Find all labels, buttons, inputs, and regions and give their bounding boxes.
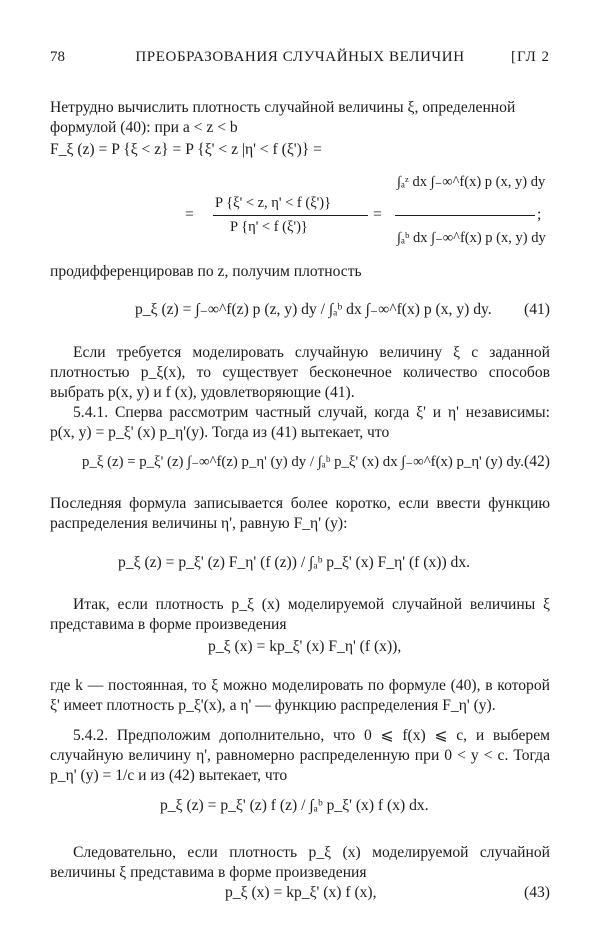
- equation-uniform-case: p_ξ (z) = p_ξ' (z) f (z) / ∫ₐᵇ p_ξ' (x) f (x) dx.: [160, 797, 429, 814]
- fraction-numerator: P {ξ' < z, η' < f (ξ')}: [215, 195, 332, 211]
- equation-number-42: (42): [524, 453, 550, 470]
- running-header: [50, 47, 550, 69]
- fraction-denominator: ∫ₐᵇ dx ∫₋∞^f(x) p (x, y) dy: [397, 230, 546, 246]
- equation-43: p_ξ (x) = kp_ξ' (x) f (x),: [225, 884, 377, 901]
- fraction-bar: [395, 215, 535, 216]
- paragraph: Итак, если плотность p_ξ (x) моделируемой случайной величины ξ представима в форме произведения: [50, 596, 550, 633]
- paragraph-line: продифференцировав по z, получим плотность: [50, 263, 362, 280]
- equation-number-43: (43): [524, 884, 550, 901]
- paragraph: 5.4.1. Сперва рассмотрим частный случай, когда ξ' и η' независимы: p(x, y) = p_ξ' (x) p_η'(y). Тогда из (41) вытекает, что: [50, 404, 550, 441]
- paragraph-line: Нетрудно вычислить плотность случайной величины ξ, определенной: [50, 99, 516, 116]
- fraction-bar: [213, 215, 368, 216]
- equation-short-form: p_ξ (z) = p_ξ' (z) F_η' (f (z)) / ∫ₐᵇ p_ξ' (x) F_η' (f (x)) dx.: [118, 554, 471, 571]
- running-title: ПРЕОБРАЗОВАНИЯ СЛУЧАЙНЫХ ВЕЛИЧИН: [135, 49, 465, 65]
- equation-cdf-line: F_ξ (z) = P {ξ < z} = P {ξ' < z |η' < f (ξ')} =: [50, 141, 322, 158]
- equation-number-41: (41): [524, 301, 550, 318]
- paragraph: где k — постоянная, то ξ можно моделировать по формуле (40), в которой ξ' имеет плотность p_ξ'(x), а η' — функцию распределения F_η' (y).: [50, 677, 550, 714]
- fraction-denominator: P {η' < f (ξ')}: [230, 219, 308, 235]
- paragraph: Если требуется моделировать случайную величину ξ с заданной плотностью p_ξ(x), то существует бесконечное количество способов выбрать p(x, y) и f (x), удовлетворяющие (41).: [50, 344, 550, 401]
- fraction-numerator: ∫ₐᶻ dx ∫₋∞^f(x) p (x, y) dy: [397, 174, 546, 190]
- equation-41: p_ξ (z) = ∫₋∞^f(z) p (z, y) dy / ∫ₐᵇ dx ∫₋∞^f(x) p (x, y) dy.: [135, 301, 492, 318]
- paragraph: 5.4.2. Предположим дополнительно, что 0 ⩽ f(x) ⩽ c, и выберем случайную величину η', равномерно распределенную при 0 < y < c. Тогда p_η' (y) = 1/c и из (42) вытекает, что: [50, 727, 550, 784]
- paragraph: Последняя формула записывается более коротко, если ввести функцию распределения величины η', равную F_η' (y):: [50, 495, 550, 532]
- equation-product-form: p_ξ (x) = kp_ξ' (x) F_η' (f (x)),: [208, 638, 402, 655]
- equation-cdf-fractions: = P {ξ' < z, η' < f (ξ')} P {η' < f (ξ')} = ∫ₐᶻ dx ∫₋∞^f(x) p (x, y) dy ∫ₐᵇ dx ∫₋∞^f(x) p (x, y) dy ;: [185, 174, 546, 246]
- paragraph: Следовательно, если плотность p_ξ (x) моделируемой случайной величины ξ представима в форме произведения: [50, 844, 550, 881]
- chapter-marker: [ГЛ 2: [511, 49, 550, 65]
- paragraph-line: формулой (40): при a < z < b: [50, 119, 238, 136]
- page-number: 78: [50, 49, 65, 65]
- equation-42: p_ξ (z) = p_ξ' (z) ∫₋∞^f(z) p_η' (y) dy / ∫ₐᵇ p_ξ' (x) dx ∫₋∞^f(x) p_η' (y) dy.: [82, 454, 524, 470]
